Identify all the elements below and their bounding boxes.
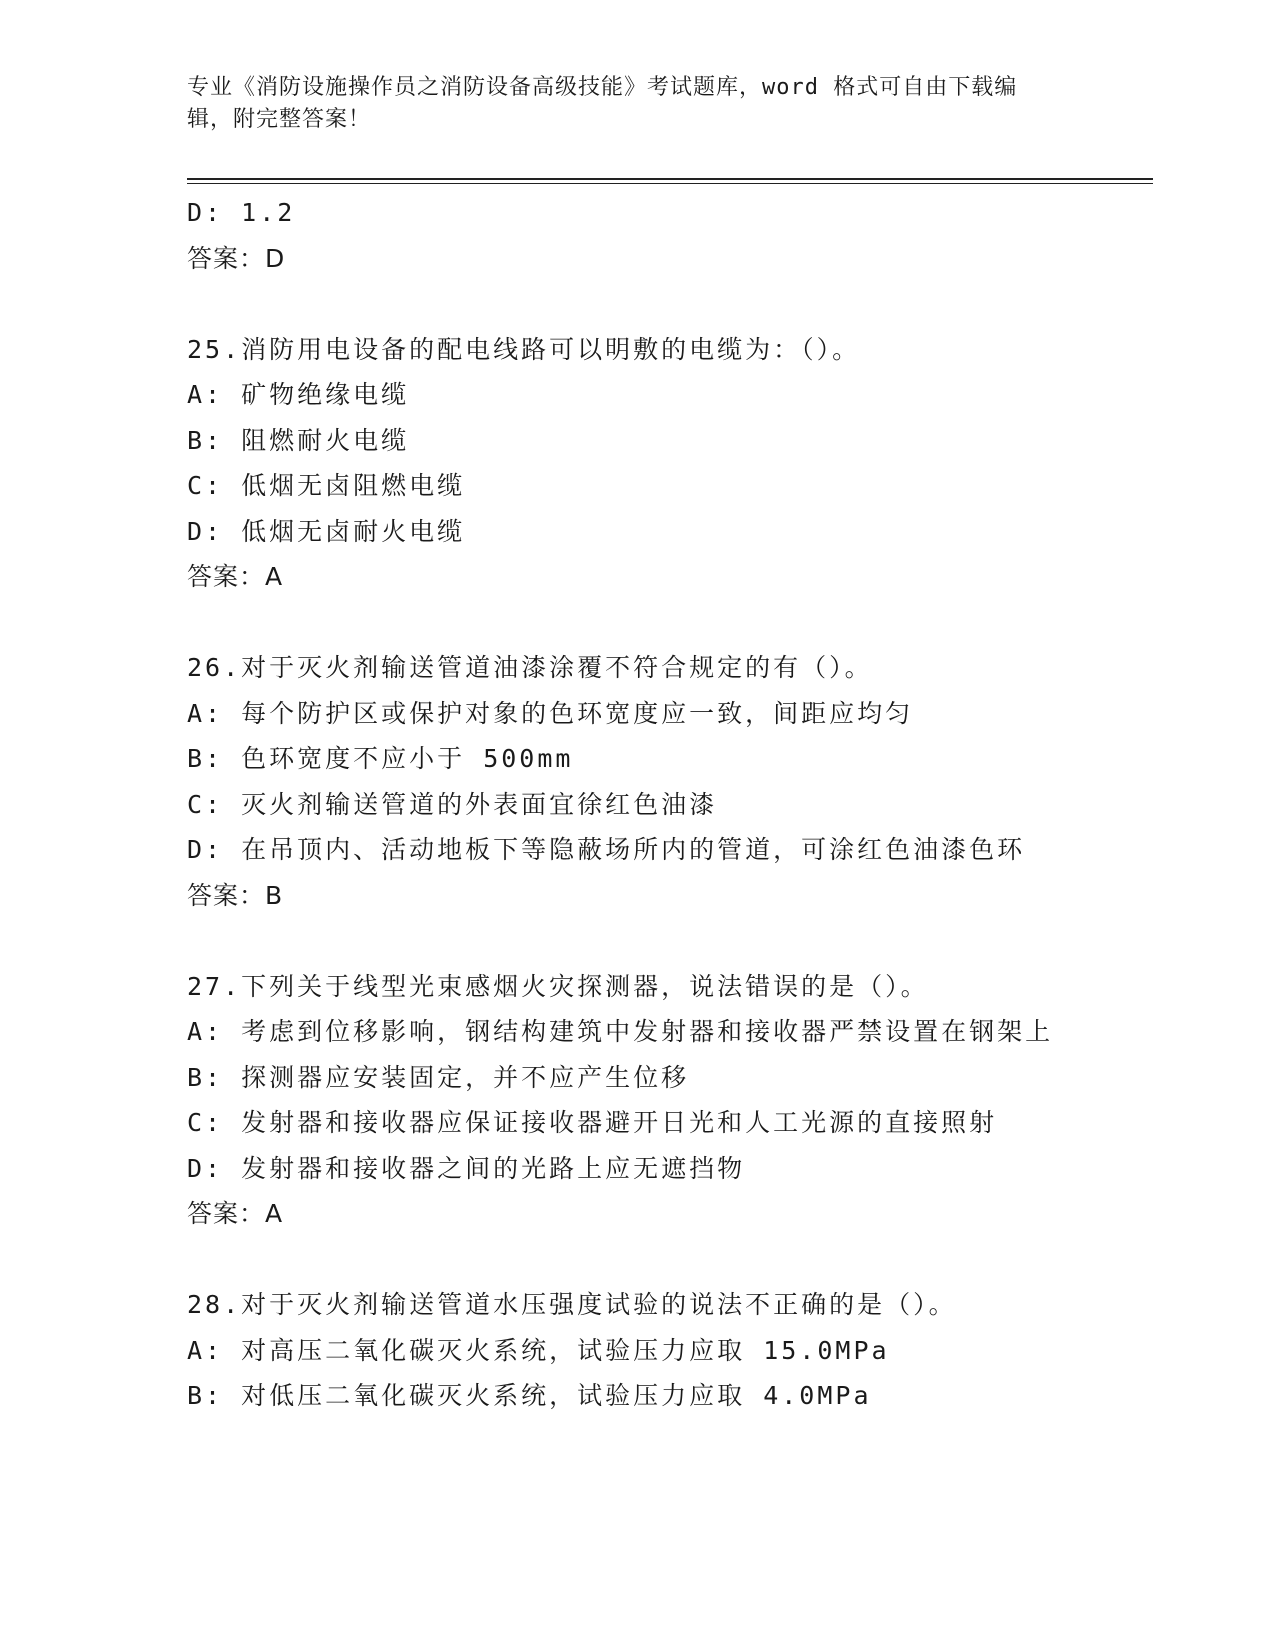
header-divider-thick bbox=[187, 178, 1153, 180]
spacer bbox=[187, 1237, 1153, 1283]
header-line-2: 辑，附完整答案！ bbox=[187, 107, 372, 132]
option-c: C: 灭火剂输送管道的外表面宜徐红色油漆 bbox=[187, 789, 718, 819]
option-b: B: 探测器应安装固定，并不应产生位移 bbox=[187, 1062, 690, 1092]
spacer bbox=[187, 600, 1153, 646]
question-stem: 27.下列关于线型光束感烟火灾探测器，说法错误的是（）。 bbox=[187, 971, 929, 1001]
document-header bbox=[187, 72, 1087, 136]
option-b: B: 对低压二氧化碳灭火系统，试验压力应取 4.0MPa bbox=[187, 1381, 872, 1410]
option-a: A: 每个防护区或保护对象的色环宽度应一致，间距应均匀 bbox=[187, 698, 914, 728]
question-28 bbox=[187, 1282, 1153, 1419]
option-c: C: 发射器和接收器应保证接收器避开日光和人工光源的直接照射 bbox=[187, 1108, 998, 1137]
question-stem: 25.消防用电设备的配电线路可以明敷的电缆为：（）。 bbox=[187, 334, 861, 364]
question-stem: 28.对于灭火剂输送管道水压强度试验的说法不正确的是（）。 bbox=[187, 1290, 957, 1319]
header-divider-thin bbox=[187, 183, 1153, 184]
answer: 答案：B bbox=[187, 880, 284, 910]
option-b: B: 阻燃耐火电缆 bbox=[187, 425, 410, 455]
option-d: D: 低烟无卤耐火电缆 bbox=[187, 516, 466, 546]
option-d: D: 在吊顶内、活动地板下等隐蔽场所内的管道，可涂红色油漆色环 bbox=[187, 835, 1026, 864]
question-26 bbox=[187, 645, 1153, 918]
answer: 答案：A bbox=[187, 1199, 284, 1228]
option-a: A: 对高压二氧化碳灭火系统，试验压力应取 15.0MPa bbox=[187, 1335, 890, 1365]
spacer bbox=[187, 918, 1153, 964]
option-a: A: 矿物绝缘电缆 bbox=[187, 380, 410, 409]
option-c: C: 低烟无卤阻燃电缆 bbox=[187, 471, 466, 500]
option-a: A: 考虑到位移影响，钢结构建筑中发射器和接收器严禁设置在钢架上 bbox=[187, 1017, 1054, 1046]
question-27 bbox=[187, 964, 1153, 1237]
question-25 bbox=[187, 327, 1153, 600]
option-d-previous: D: 1.2 bbox=[187, 198, 296, 227]
answer-previous: 答案：D bbox=[187, 243, 286, 273]
answer: 答案：A bbox=[187, 562, 284, 591]
question-content bbox=[187, 190, 1153, 1419]
spacer bbox=[187, 281, 1153, 327]
option-b: B: 色环宽度不应小于 500mm bbox=[187, 744, 574, 773]
question-stem: 26.对于灭火剂输送管道油漆涂覆不符合规定的有（）。 bbox=[187, 653, 873, 682]
header-line-1: 专业《消防设施操作员之消防设备高级技能》考试题库，word 格式可自由下载编 bbox=[187, 75, 1018, 100]
option-d: D: 发射器和接收器之间的光路上应无遮挡物 bbox=[187, 1153, 746, 1183]
